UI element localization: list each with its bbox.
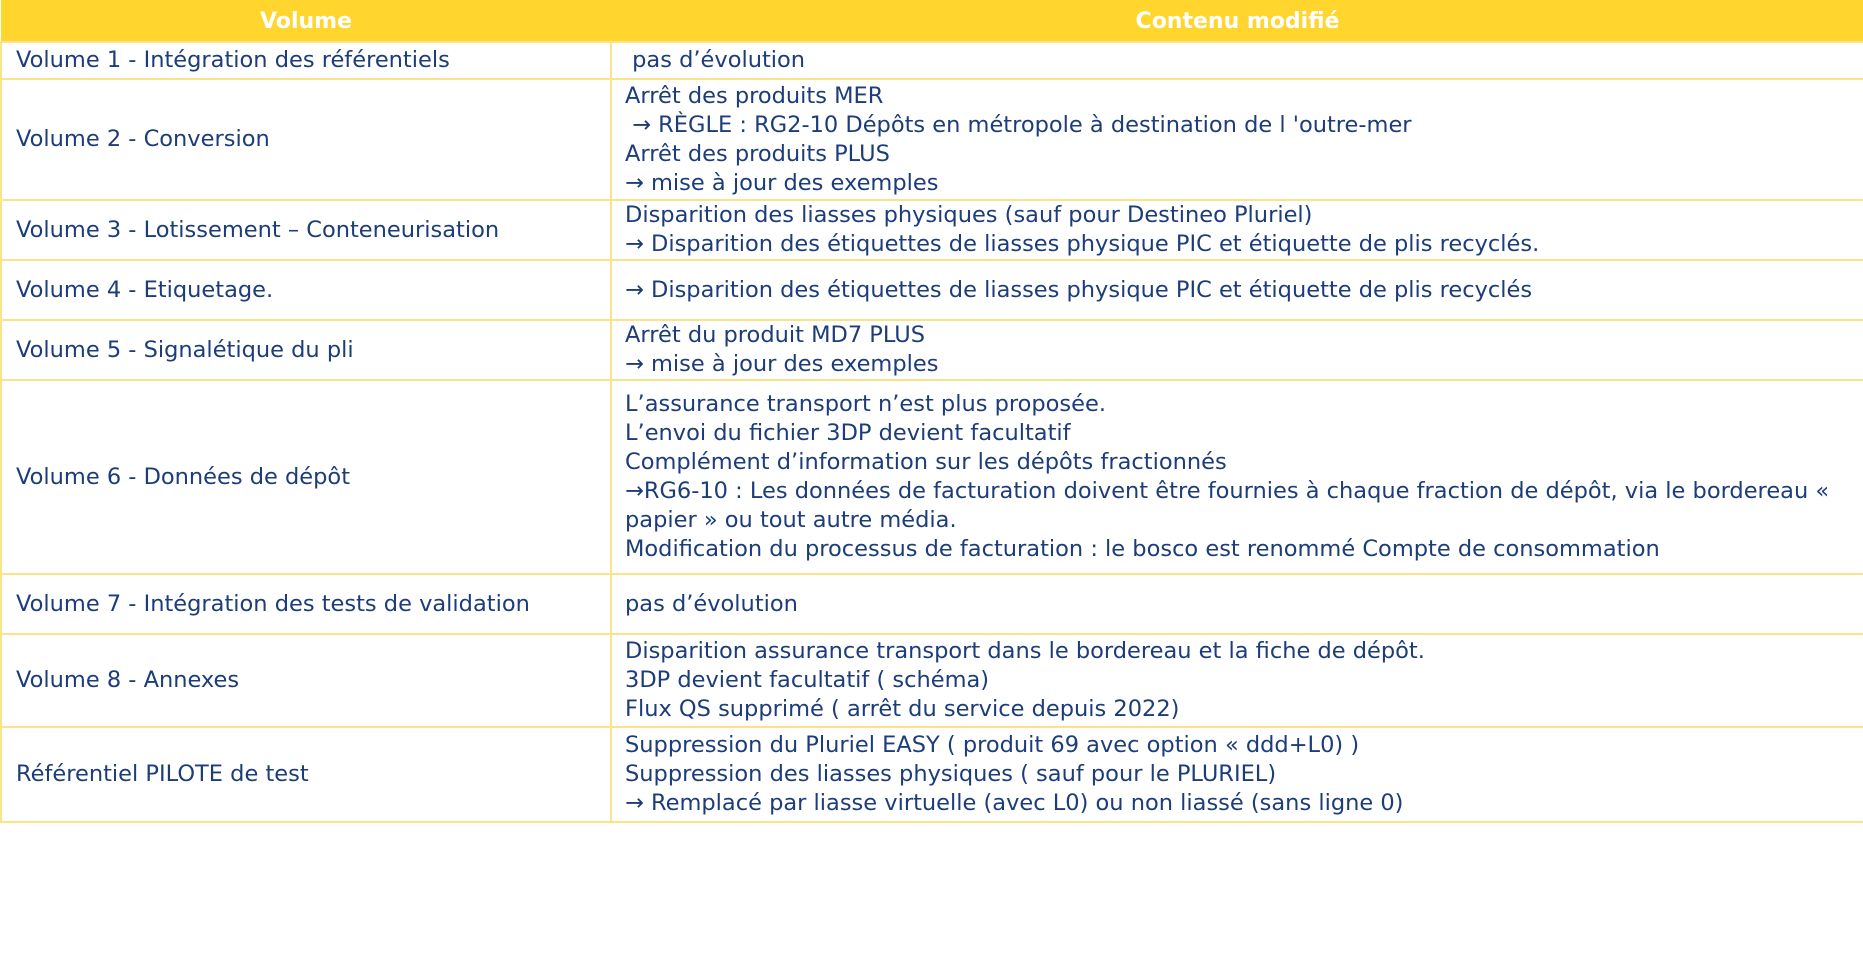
content-cell	[611, 260, 1863, 320]
content-cell	[611, 727, 1863, 822]
table-row	[1, 42, 1863, 79]
content-line: Modification du processus de facturation : le bosco est renommé Compte de consommation	[625, 536, 1660, 562]
content-line: pas d’évolution	[625, 590, 798, 617]
table-row	[1, 727, 1863, 822]
content-line: Suppression des liasses physiques ( sauf pour le PLURIEL)	[625, 761, 1277, 787]
content-line: 3DP devient facultatif ( schéma)	[625, 667, 990, 693]
content-line: → Disparition des étiquettes de liasses physique PIC et étiquette de plis recyclés.	[625, 231, 1540, 257]
volume-cell: Volume 6 - Données de dépôt	[1, 380, 611, 574]
volume-cell: Volume 7 - Intégration des tests de validation	[1, 574, 611, 634]
table-row	[1, 320, 1863, 380]
content-line: → mise à jour des exemples	[625, 351, 939, 377]
volume-cell: Référentiel PILOTE de test	[1, 727, 611, 822]
content-line: Complément d’information sur les dépôts fractionnés	[625, 449, 1227, 475]
content-cell	[611, 200, 1863, 260]
content-cell	[611, 42, 1863, 79]
content-cell	[611, 574, 1863, 634]
content-line: → RÈGLE : RG2-10 Dépôts en métropole à destination de l 'outre-mer	[625, 111, 1412, 138]
table-row	[1, 634, 1863, 727]
content-line: → Disparition des étiquettes de liasses physique PIC et étiquette de plis recyclés	[625, 276, 1533, 303]
content-line: pas d’évolution	[625, 47, 806, 73]
volume-cell: Volume 4 - Etiquetage.	[1, 260, 611, 320]
table-row	[1, 574, 1863, 634]
content-cell	[611, 634, 1863, 727]
content-cell	[611, 380, 1863, 574]
content-line: →RG6-10 : Les données de facturation doivent être fournies à chaque fraction de dépôt, via le bordereau « papier » ou tout autre média.	[625, 478, 1830, 533]
content-line: Flux QS supprimé ( arrêt du service depuis 2022)	[625, 696, 1180, 722]
table-row	[1, 79, 1863, 200]
content-cell	[611, 79, 1863, 200]
content-line: Disparition des liasses physiques (sauf pour Destineo Pluriel)	[625, 202, 1313, 228]
content-line: Suppression du Pluriel EASY ( produit 69 avec option « ddd+L0) )	[625, 732, 1360, 758]
volume-cell: Volume 1 - Intégration des référentiels	[1, 42, 611, 79]
content-line: Disparition assurance transport dans le bordereau et la fiche de dépôt.	[625, 638, 1425, 664]
table-row	[1, 260, 1863, 320]
header-row	[1, 1, 1863, 43]
content-line: Arrêt des produits PLUS	[625, 140, 890, 167]
content-line: Arrêt du produit MD7 PLUS	[625, 322, 926, 348]
header-volume: Volume	[1, 1, 611, 43]
volume-cell: Volume 8 - Annexes	[1, 634, 611, 727]
volume-cell: Volume 2 - Conversion	[1, 79, 611, 200]
volume-cell: Volume 5 - Signalétique du pli	[1, 320, 611, 380]
header-content: Contenu modifié	[611, 1, 1863, 43]
content-line: Arrêt des produits MER	[625, 82, 884, 109]
volume-cell: Volume 3 - Lotissement – Conteneurisation	[1, 200, 611, 260]
content-cell	[611, 320, 1863, 380]
table-row	[1, 200, 1863, 260]
table-row	[1, 380, 1863, 574]
content-line: → mise à jour des exemples	[625, 169, 939, 196]
content-line: L’envoi du fichier 3DP devient facultatif	[625, 420, 1071, 446]
content-line: → Remplacé par liasse virtuelle (avec L0) ou non liassé (sans ligne 0)	[625, 790, 1404, 816]
content-line: L’assurance transport n’est plus proposée.	[625, 391, 1106, 417]
